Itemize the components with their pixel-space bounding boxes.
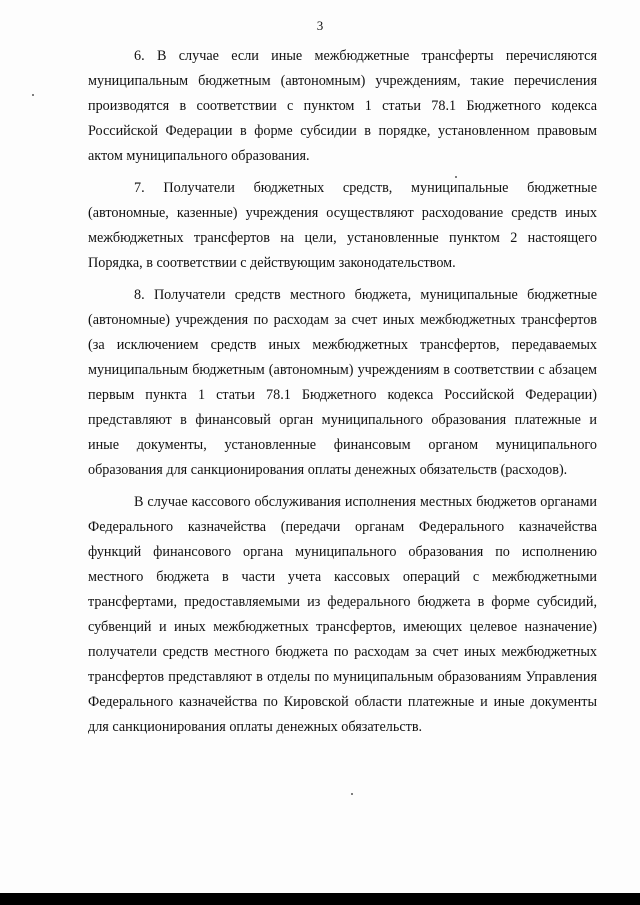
- scan-speck: [455, 176, 457, 178]
- paragraph-6: 6. В случае если иные межбюджетные трансферты перечисляются муниципальным бюджетным (автономным) учреждениям, такие перечисления производятся в соответствии с пунктом 1 статьи 78.1 Бюджетного кодекса Российской Федерации в форме субсидии в порядке, установленном правовым актом муниципального образования.: [88, 48, 597, 164]
- scan-speck: [351, 793, 353, 795]
- page-number: 3: [316, 18, 324, 33]
- document-body: [88, 44, 597, 740]
- paragraph-treasury: В случае кассового обслуживания исполнения местных бюджетов органами Федерального казначейства (передачи органам Федерального казначейства функций финансового органа муниципального образования по исполнению местного бюджета в части учета кассовых операций с межбюджетными трансфертами, предоставляемыми из федерального бюджета в форме субсидий, субвенций и иных межбюджетных трансфертов, имеющих целевое назначение) получатели средств местного бюджета по расходам за счет иных межбюджетных трансфертов представляют в отделы по муниципальным образованиям Управления Федерального казначейства по Кировской области платежные и иные документы для санкционирования оплаты денежных обязательств.: [88, 494, 597, 735]
- paragraph-7: 7. Получатели бюджетных средств, муниципальные бюджетные (автономные, казенные) учреждения осуществляют расходование средств иных межбюджетных трансфертов на цели, установленные пунктом 2 настоящего Порядка, в соответствии с действующим законодательством.: [88, 180, 597, 271]
- paragraph-8: 8. Получатели средств местного бюджета, муниципальные бюджетные (автономные) учреждения по расходам за счет иных межбюджетных трансфертов (за исключением средств иных межбюджетных трансфертов, передаваемых муниципальным бюджетным (автономным) учреждениям в соответствии с абзацем первым пункта 1 статьи 78.1 Бюджетного кодекса Российской Федерации) представляют в финансовый орган муниципального образования платежные и иные документы, установленные финансовым органом муниципального образования для санкционирования оплаты денежных обязательств (расходов).: [88, 287, 597, 478]
- scan-speck: [32, 94, 34, 96]
- scan-edge-bar: [0, 893, 640, 905]
